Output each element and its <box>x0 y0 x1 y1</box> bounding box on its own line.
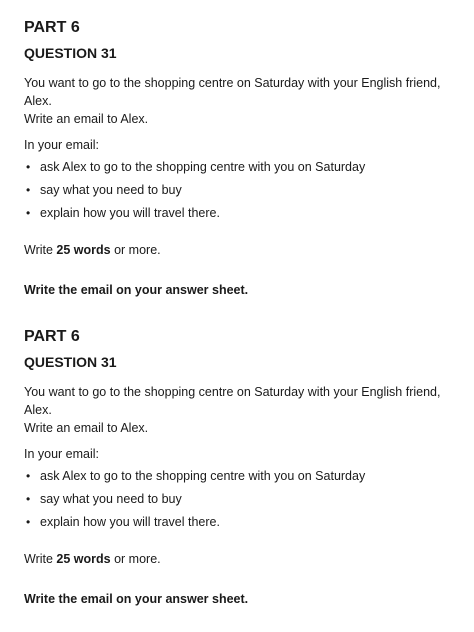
task-intro-line-2: Write an email to Alex. <box>24 112 149 126</box>
task-points-list <box>24 158 464 222</box>
bullet-icon: • <box>26 469 31 483</box>
part-heading: PART 6 <box>24 328 80 345</box>
task-intro-line-1: You want to go to the shopping centre on Saturday with your English friend, Alex. <box>24 76 441 108</box>
in-your-email-label: In your email: <box>24 138 100 152</box>
bullet-icon: • <box>26 183 31 197</box>
task-intro <box>24 383 464 437</box>
task-point: • say what you need to buy <box>26 183 182 197</box>
word-count-instruction: Write 25 words or more. <box>24 243 161 257</box>
bullet-icon: • <box>26 492 31 506</box>
bullet-icon: • <box>26 515 31 529</box>
task-points-list <box>24 467 464 531</box>
word-count-instruction: Write 25 words or more. <box>24 552 161 566</box>
answer-sheet-instruction: Write the email on your answer sheet. <box>24 283 249 297</box>
task-intro-line-2: Write an email to Alex. <box>24 421 149 435</box>
answer-sheet-instruction: Write the email on your answer sheet. <box>24 592 249 606</box>
task-point: • ask Alex to go to the shopping centre with you on Saturday <box>26 160 366 174</box>
exam-section-2 <box>24 327 464 608</box>
question-heading: QUESTION 31 <box>24 354 117 370</box>
part-heading: PART 6 <box>24 19 80 36</box>
bullet-icon: • <box>26 160 31 174</box>
word-count: 25 words <box>56 552 111 566</box>
task-intro-line-1: You want to go to the shopping centre on Saturday with your English friend, Alex. <box>24 385 441 417</box>
exam-section-1 <box>24 18 464 299</box>
in-your-email-label: In your email: <box>24 447 100 461</box>
task-point: • explain how you will travel there. <box>26 206 220 220</box>
task-point: • explain how you will travel there. <box>26 515 220 529</box>
question-heading: QUESTION 31 <box>24 45 117 61</box>
task-point: • ask Alex to go to the shopping centre with you on Saturday <box>26 469 366 483</box>
bullet-icon: • <box>26 206 31 220</box>
word-count: 25 words <box>56 243 111 257</box>
task-point: • say what you need to buy <box>26 492 182 506</box>
task-intro <box>24 74 464 128</box>
